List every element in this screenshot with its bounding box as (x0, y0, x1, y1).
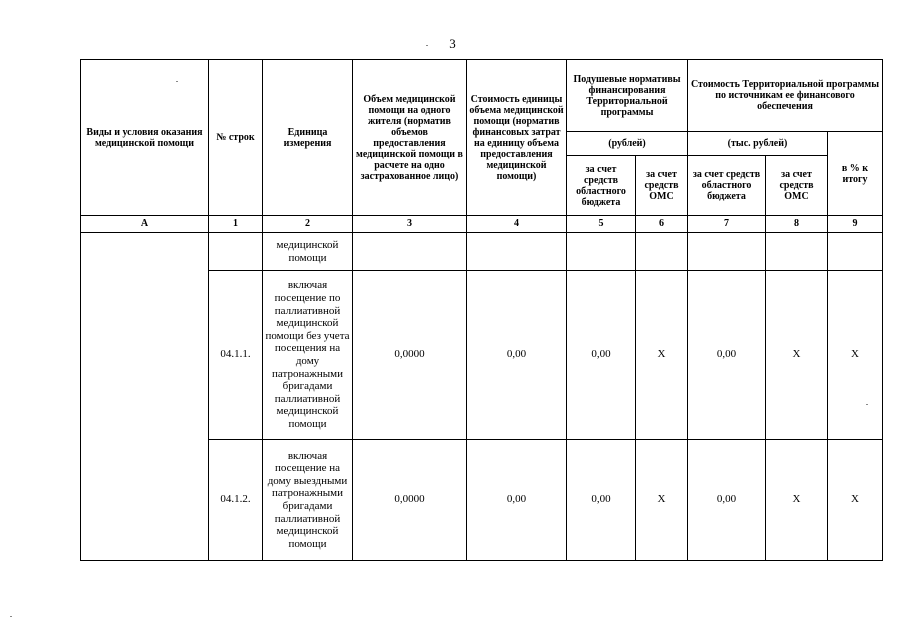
header-cell-col-3: Объем медицинской помощи на одного жителя (норматив объемов предоставления медицинской помощи в расчете на одно застрахованное лицо) (353, 60, 467, 216)
row-percent-cell: X (828, 271, 883, 440)
row-category-cell (81, 233, 209, 561)
row-regional-norm-cell: 0,00 (567, 271, 636, 440)
row-oms-norm-cell: X (636, 440, 688, 561)
row-unit-cost-cell (467, 233, 567, 271)
row-regional-cost-cell: 0,00 (688, 271, 766, 440)
row-regional-cost-cell: 0,00 (688, 440, 766, 561)
index-cell: 9 (828, 216, 883, 233)
row-volume-cell: 0,0000 (353, 271, 467, 440)
row-volume-cell (353, 233, 467, 271)
header-cell-col-4: Стоимость единицы объема медицинской помощи (норматив финансовых затрат на единицу объема предоставления медицинской помощи) (467, 60, 567, 216)
index-cell: 2 (263, 216, 353, 233)
header-cell-unit-7-8: (тыс. рублей) (688, 132, 828, 156)
row-oms-norm-cell (636, 233, 688, 271)
index-row (81, 216, 883, 233)
row-oms-cost-cell: X (766, 440, 828, 561)
row-regional-cost-cell (688, 233, 766, 271)
header-cell-col-9: в % к итогу (828, 132, 883, 216)
index-cell: 3 (353, 216, 467, 233)
row-unit-cell: включая посещение на дому выездными патронажными бригадами паллиативной медицинской помощи (263, 440, 353, 561)
index-cell: 8 (766, 216, 828, 233)
row-regional-norm-cell: 0,00 (567, 440, 636, 561)
header-cell-col-8: за счет средств ОМС (766, 156, 828, 216)
header-cell-col-2: Единица измерения (263, 60, 353, 216)
scan-speck (866, 404, 868, 405)
index-cell: А (81, 216, 209, 233)
row-oms-cost-cell (766, 233, 828, 271)
index-cell: 6 (636, 216, 688, 233)
index-cell: 4 (467, 216, 567, 233)
row-regional-norm-cell (567, 233, 636, 271)
row-number-cell (209, 233, 263, 271)
header-cell-col-5: за счет средств областного бюджета (567, 156, 636, 216)
header-cell-col-a: Виды и условия оказания медицинской помощи (81, 60, 209, 216)
scan-speck (426, 45, 428, 46)
row-volume-cell: 0,0000 (353, 440, 467, 561)
index-cell: 7 (688, 216, 766, 233)
row-percent-cell (828, 233, 883, 271)
row-oms-cost-cell: X (766, 271, 828, 440)
row-oms-norm-cell: X (636, 271, 688, 440)
index-cell: 5 (567, 216, 636, 233)
page-number: 3 (449, 36, 456, 51)
header-cell-unit-5-6: (рублей) (567, 132, 688, 156)
row-unit-cell: включая посещение по паллиативной медицинской помощи без учета посещения на дому патронажными бригадами паллиативной медицинской помощи (263, 271, 353, 440)
header-cell-group-7-9: Стоимость Территориальной программы по источникам ее финансового обеспечения (688, 60, 883, 132)
row-number-cell: 04.1.2. (209, 440, 263, 561)
header-row-1 (81, 60, 883, 132)
row-unit-cost-cell: 0,00 (467, 271, 567, 440)
header-cell-col-7: за счет средств областного бюджета (688, 156, 766, 216)
scan-speck (176, 81, 178, 82)
table-row (81, 233, 883, 271)
scan-speck (10, 616, 12, 617)
header-cell-col-1: № строк (209, 60, 263, 216)
index-cell: 1 (209, 216, 263, 233)
header-cell-col-6: за счет средств ОМС (636, 156, 688, 216)
row-unit-cell: медицинской помощи (263, 233, 353, 271)
row-number-cell: 04.1.1. (209, 271, 263, 440)
financing-table (80, 59, 883, 561)
row-unit-cost-cell: 0,00 (467, 440, 567, 561)
header-cell-group-5-6: Подушевые нормативы финансирования Территориальной программы (567, 60, 688, 132)
row-percent-cell: X (828, 440, 883, 561)
